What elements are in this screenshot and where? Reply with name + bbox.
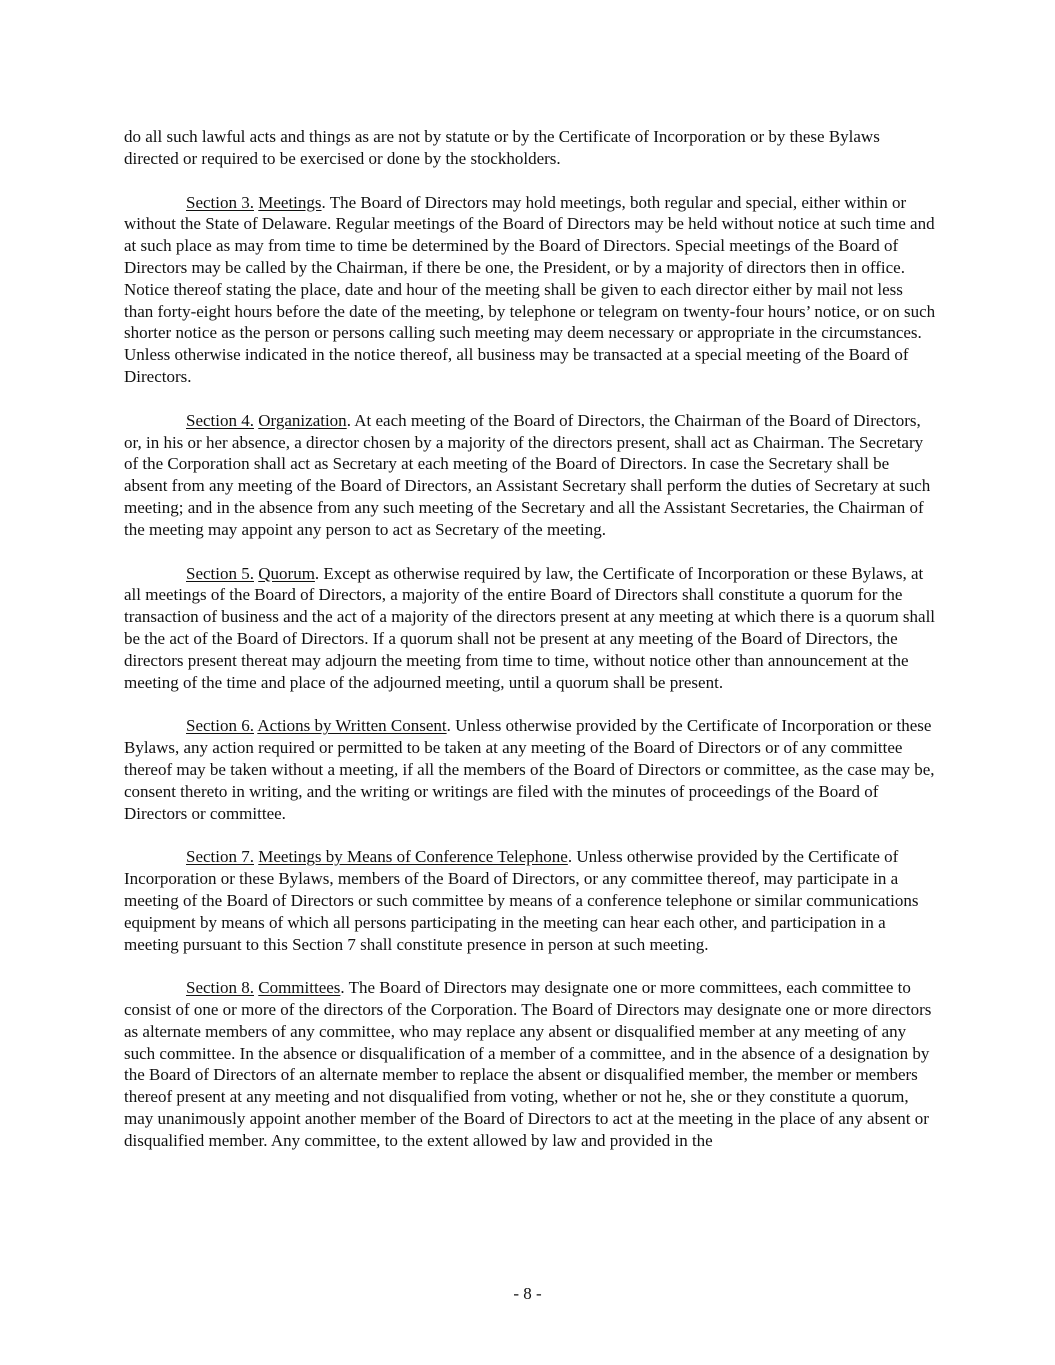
page-number: - 8 -	[513, 1284, 542, 1303]
section-7-number: Section 7.	[186, 847, 254, 867]
section-8-body: . The Board of Directors may designate one or more committees, each committee to consist of one or more of the directors of the Corporation. The Board of Directors may designate one or more directors as alternate members of any committee, who may replace any absent or disqualified member at any meeting of any such committee. In the absence or disqualification of a member of a committee, and in the absence of a designation by the Board of Directors of an alternate member to replace the absent or disqualified member, the member or members thereof present at any meeting and not disqualified from voting, whether or not he, she or they constitute a quorum, may unanimously appoint another member of the Board of Directors to act at the meeting in the place of any absent or disqualified member. Any committee, to the extent allowed by law and provided in the	[124, 978, 932, 1150]
section-3-number: Section 3.	[186, 192, 254, 212]
section-8-title: Committees	[258, 978, 341, 998]
section-5-body: . Except as otherwise required by law, the Certificate of Incorporation or these Bylaws, at all meetings of the Board of Directors, a majority of the entire Board of Directors shall constitute a quorum for the transaction of business and the act of a majority of the directors present at any meeting at which there is a quorum shall be the act of the Board of Directors. If a quorum shall not be present at any meeting of the Board of Directors, the directors present thereat may adjourn the meeting from time to time, without notice other than announcement at the meeting of the time and place of the adjourned meeting, until a quorum shall be present.	[124, 563, 936, 692]
section-3-paragraph	[124, 192, 936, 388]
section-7-body: . Unless otherwise provided by the Certificate of Incorporation or these Bylaws, members of the Board of Directors, or any committee thereof, may participate in a meeting of the Board of Directors or such committee by means of a conference telephone or similar communications equipment by means of which all persons participating in the meeting can hear each other, and participation in a meeting pursuant to this Section 7 shall constitute presence in person at such meeting.	[124, 847, 919, 954]
section-6-title: Actions by Written Consent	[257, 716, 447, 736]
section-3-body: . The Board of Directors may hold meetings, both regular and special, either within or without the State of Delaware. Regular meetings of the Board of Directors may be held without notice at such time and at such place as may from time to time be determined by the Board of Directors. Special meetings of the Board of Directors may be called by the Chairman, if there be one, the President, or by a majority of directors then in office. Notice thereof stating the place, date and hour of the meeting shall be given to each director either by mail not less than forty-eight hours before the date of the meeting, by telephone or telegram on twenty-four hours’ notice, or on such shorter notice as the person or persons calling such meeting may deem necessary or appropriate in the circumstances. Unless otherwise indicated in the notice thereof, all business may be transacted at a special meeting of the Board of Directors.	[124, 192, 936, 386]
section-7-paragraph	[124, 846, 936, 955]
section-4-body: . At each meeting of the Board of Directors, the Chairman of the Board of Directors, or, in his or her absence, a director chosen by a majority of the directors present, shall act as Chairman. The Secretary of the Corporation shall act as Secretary at each meeting of the Board of Directors. In case the Secretary shall be absent from any meeting of the Board of Directors, an Assistant Secretary shall perform the duties of Secretary at such meeting; and in the absence from any such meeting of the Secretary and all the Assistant Secretaries, the Chairman of the meeting may appoint any person to act as Secretary of the meeting.	[124, 410, 931, 539]
section-8-number: Section 8.	[186, 978, 254, 998]
section-8-paragraph	[124, 977, 936, 1151]
section-5-number: Section 5.	[186, 563, 254, 583]
section-6-number: Section 6.	[186, 716, 254, 736]
document-page	[124, 126, 936, 1174]
section-5-title: Quorum	[258, 563, 315, 583]
section-3-title: Meetings	[258, 192, 322, 212]
section-5-paragraph	[124, 563, 936, 694]
section-6-body: . Unless otherwise provided by the Certificate of Incorporation or these Bylaws, any action required or permitted to be taken at any meeting of the Board of Directors or of any committee thereof may be taken without a meeting, if all the members of the Board of Directors or committee, as the case may be, consent thereto in writing, and the writing or writings are filed with the minutes of proceedings of the Board of Directors or committee.	[124, 716, 935, 823]
section-4-paragraph	[124, 410, 936, 541]
section-4-number: Section 4.	[186, 410, 254, 430]
section-4-title: Organization	[258, 410, 347, 430]
section-7-title: Meetings by Means of Conference Telephone	[258, 847, 568, 867]
continuation-paragraph: do all such lawful acts and things as are not by statute or by the Certificate of Incorporation or by these Bylaws directed or required to be exercised or done by the stockholders.	[124, 127, 880, 168]
section-6-paragraph	[124, 715, 936, 824]
